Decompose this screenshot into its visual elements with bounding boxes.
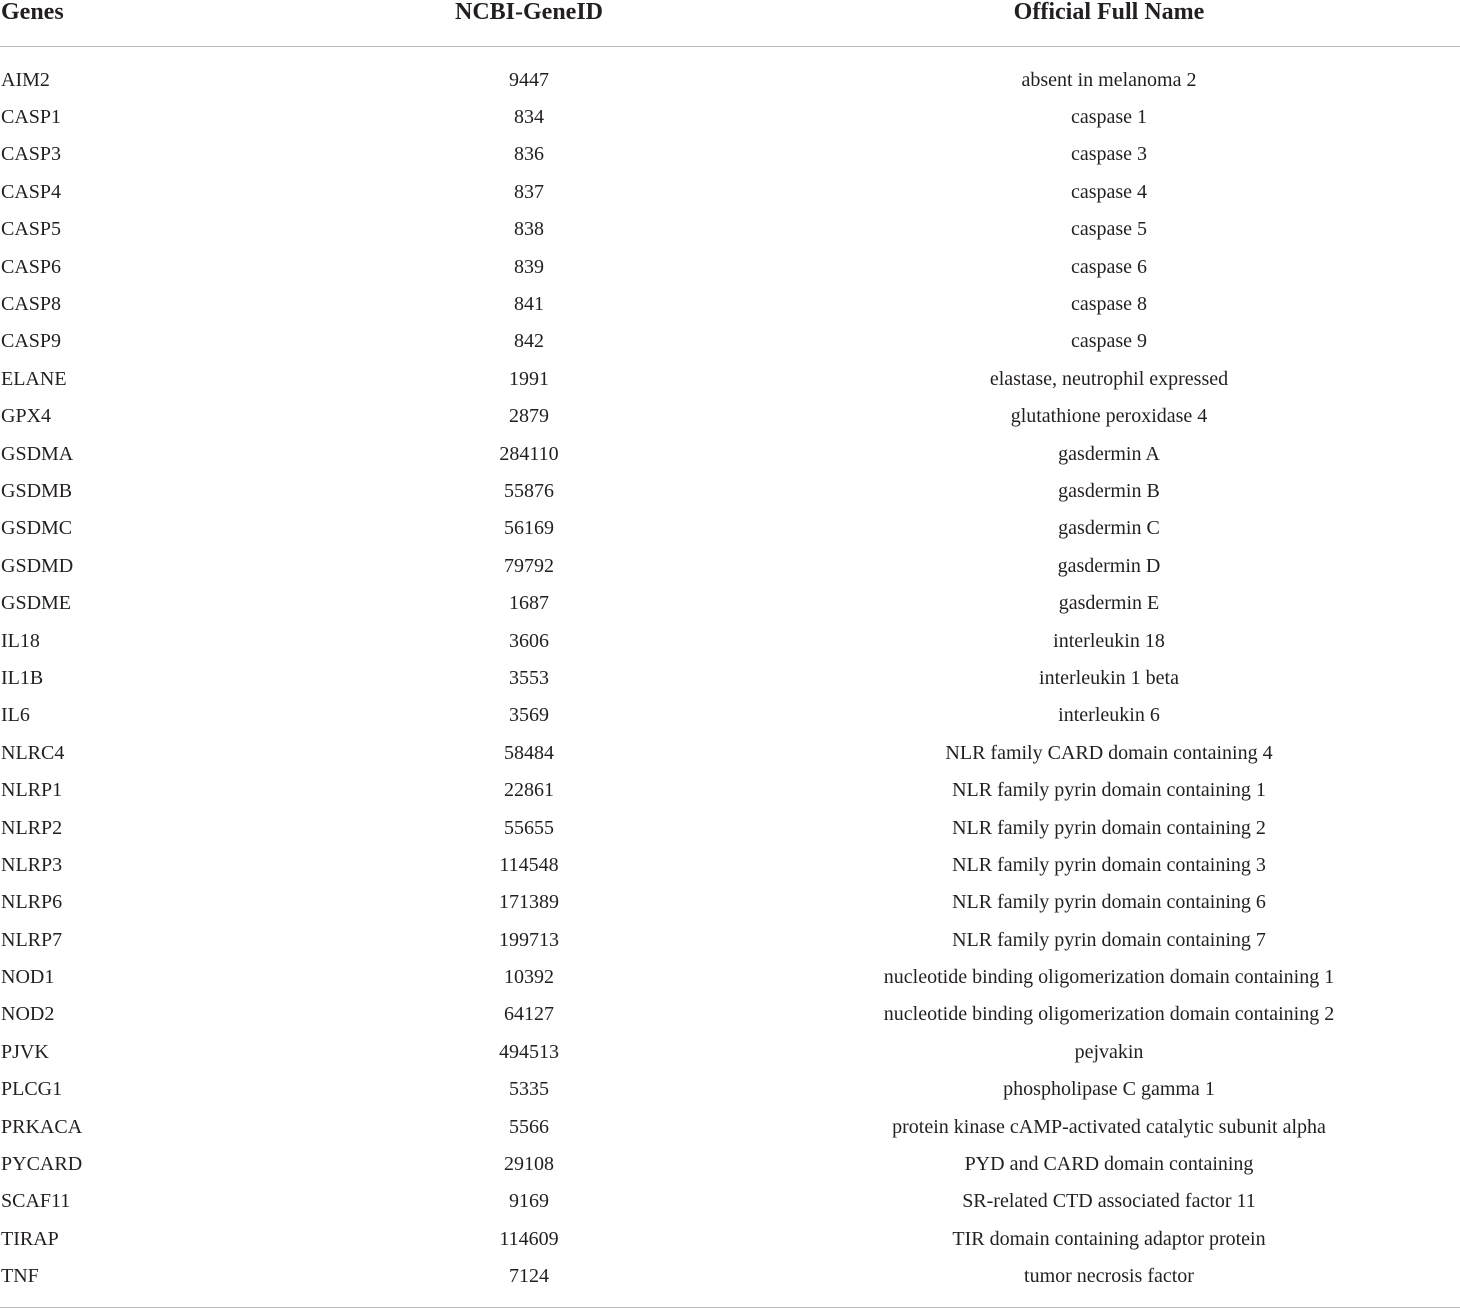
gene-symbol-cell: TIRAP [1, 1227, 59, 1250]
full-name-cell: nucleotide binding oligomerization domain containing 2 [883, 1003, 1335, 1026]
header-ncbi-gene-id: NCBI-GeneID [300, 0, 758, 47]
gene-symbol-cell: CASP3 [1, 143, 62, 166]
gene-id-cell: 58484 [504, 741, 554, 764]
full-name-cell: NLR family CARD domain containing 4 [945, 741, 1273, 764]
gene-symbol-cell: NLRP2 [1, 816, 63, 839]
gene-symbol-cell: NLRP3 [1, 853, 63, 876]
gene-symbol-cell: NOD1 [1, 966, 55, 989]
header-genes: Genes [0, 0, 300, 47]
table-row [0, 360, 1460, 397]
full-name-cell: elastase, neutrophil expressed [989, 367, 1229, 390]
gene-symbol-cell: ELANE [1, 367, 67, 390]
table-row [0, 1108, 1460, 1145]
full-name-cell: gasdermin E [1058, 592, 1160, 615]
gene-id-cell: 29108 [504, 1153, 554, 1176]
table-row [0, 1220, 1460, 1257]
table-row [0, 771, 1460, 808]
table-row [0, 472, 1460, 509]
gene-symbol-cell: GSDMD [1, 554, 74, 577]
table-header [0, 0, 1460, 47]
gene-id-cell: 79792 [504, 554, 554, 577]
full-name-cell: NLR family pyrin domain containing 1 [952, 779, 1266, 802]
gene-id-cell: 284110 [499, 442, 559, 465]
gene-symbol-cell: CASP5 [1, 218, 62, 241]
full-name-cell: pejvakin [1074, 1040, 1144, 1063]
gene-symbol-cell: CASP4 [1, 180, 62, 203]
table-bottom-rule [0, 1307, 1460, 1308]
gene-id-cell: 1991 [509, 367, 549, 390]
full-name-cell: gasdermin C [1058, 517, 1160, 540]
gene-id-cell: 3569 [509, 704, 549, 727]
table-row [0, 435, 1460, 472]
gene-symbol-cell: TNF [1, 1265, 39, 1288]
gene-id-cell: 3553 [509, 666, 549, 689]
table-row [0, 1183, 1460, 1220]
table-row [0, 884, 1460, 921]
gene-id-cell: 55655 [504, 816, 554, 839]
gene-symbol-cell: PYCARD [1, 1153, 83, 1176]
full-name-cell: interleukin 6 [1058, 704, 1160, 727]
full-name-cell: protein kinase cAMP-activated catalytic subunit alpha [892, 1115, 1326, 1138]
table-row [0, 136, 1460, 173]
full-name-cell: caspase 9 [1070, 330, 1148, 353]
gene-id-cell: 64127 [504, 1003, 554, 1026]
table-row [0, 809, 1460, 846]
gene-id-cell: 841 [514, 293, 544, 316]
table-row [0, 846, 1460, 883]
table-row [0, 323, 1460, 360]
gene-id-cell: 5566 [509, 1115, 549, 1138]
table-body [0, 47, 1460, 1309]
gene-symbol-cell: NOD2 [1, 1003, 55, 1026]
table-row [0, 510, 1460, 547]
table-row [0, 98, 1460, 135]
gene-id-cell: 839 [514, 255, 544, 278]
gene-symbol-cell: NLRP1 [1, 779, 63, 802]
gene-id-cell: 3606 [509, 629, 549, 652]
table-row [0, 734, 1460, 771]
gene-symbol-cell: GSDMC [1, 517, 73, 540]
full-name-cell: NLR family pyrin domain containing 3 [952, 853, 1266, 876]
table-row [0, 398, 1460, 435]
full-name-cell: caspase 6 [1070, 255, 1148, 278]
gene-symbol-cell: CASP8 [1, 293, 62, 316]
full-name-cell: NLR family pyrin domain containing 7 [952, 928, 1266, 951]
gene-id-cell: 834 [514, 106, 544, 129]
table-row [0, 996, 1460, 1033]
gene-id-cell: 2879 [509, 405, 549, 428]
table-row [0, 248, 1460, 285]
full-name-cell: SR-related CTD associated factor 11 [962, 1190, 1256, 1213]
full-name-cell: nucleotide binding oligomerization domain containing 1 [883, 966, 1335, 989]
gene-id-cell: 114548 [499, 853, 559, 876]
gene-symbol-cell: SCAF11 [1, 1190, 71, 1213]
gene-id-cell: 171389 [499, 891, 559, 914]
table-row [0, 1258, 1460, 1309]
full-name-cell: gasdermin D [1057, 554, 1161, 577]
full-name-cell: caspase 8 [1070, 293, 1148, 316]
full-name-cell: caspase 1 [1070, 106, 1148, 129]
table-row [0, 211, 1460, 248]
table-row [0, 47, 1460, 99]
gene-id-cell: 9169 [509, 1190, 549, 1213]
full-name-cell: TIR domain containing adaptor protein [952, 1227, 1266, 1250]
gene-id-cell: 55876 [504, 479, 554, 502]
gene-symbol-cell: PJVK [1, 1040, 49, 1063]
gene-symbol-cell: PRKACA [1, 1115, 83, 1138]
full-name-cell: caspase 3 [1070, 143, 1148, 166]
gene-symbol-cell: AIM2 [1, 68, 50, 91]
full-name-cell: glutathione peroxidase 4 [1010, 405, 1208, 428]
table-row [0, 958, 1460, 995]
gene-symbol-cell: CASP9 [1, 330, 62, 353]
gene-id-cell: 22861 [504, 779, 554, 802]
gene-id-cell: 494513 [499, 1040, 559, 1063]
full-name-cell: absent in melanoma 2 [1021, 68, 1197, 91]
full-name-cell: interleukin 18 [1053, 629, 1165, 652]
gene-id-cell: 199713 [499, 928, 559, 951]
table-row [0, 921, 1460, 958]
table-row [0, 659, 1460, 696]
gene-id-cell: 837 [514, 180, 544, 203]
gene-id-cell: 842 [514, 330, 544, 353]
full-name-cell: phospholipase C gamma 1 [1003, 1078, 1215, 1101]
gene-id-cell: 7124 [509, 1265, 549, 1288]
full-name-cell: NLR family pyrin domain containing 2 [952, 816, 1266, 839]
full-name-cell: interleukin 1 beta [1039, 666, 1179, 689]
gene-symbol-cell: GSDME [1, 592, 72, 615]
gene-symbol-cell: CASP1 [1, 106, 62, 129]
gene-id-cell: 836 [514, 143, 544, 166]
full-name-cell: gasdermin A [1058, 442, 1160, 465]
gene-symbol-cell: NLRP6 [1, 891, 63, 914]
table-row [0, 1033, 1460, 1070]
full-name-cell: caspase 4 [1070, 180, 1148, 203]
table-row [0, 584, 1460, 621]
gene-symbol-cell: NLRP7 [1, 928, 63, 951]
gene-id-cell: 838 [514, 218, 544, 241]
table-row [0, 285, 1460, 322]
gene-id-cell: 1687 [509, 592, 549, 615]
table-row [0, 1071, 1460, 1108]
full-name-cell: PYD and CARD domain containing [964, 1153, 1254, 1176]
gene-symbol-cell: IL6 [1, 704, 30, 727]
gene-symbol-cell: NLRC4 [1, 741, 65, 764]
full-name-cell: gasdermin B [1058, 479, 1160, 502]
gene-symbol-cell: IL1B [1, 666, 44, 689]
gene-id-cell: 10392 [504, 966, 554, 989]
gene-symbol-cell: IL18 [1, 629, 40, 652]
table-row [0, 547, 1460, 584]
header-official-full-name: Official Full Name [758, 0, 1460, 47]
full-name-cell: caspase 5 [1070, 218, 1148, 241]
gene-symbol-cell: GPX4 [1, 405, 52, 428]
gene-symbol-cell: GSDMB [1, 479, 73, 502]
gene-symbol-cell: CASP6 [1, 255, 62, 278]
table-row [0, 697, 1460, 734]
full-name-cell: tumor necrosis factor [1024, 1265, 1194, 1288]
full-name-cell: NLR family pyrin domain containing 6 [952, 891, 1266, 914]
gene-id-cell: 9447 [509, 68, 549, 91]
gene-id-cell: 5335 [509, 1078, 549, 1101]
header-row [0, 0, 1460, 47]
gene-symbol-cell: PLCG1 [1, 1078, 63, 1101]
table-row [0, 1145, 1460, 1182]
gene-symbol-cell: GSDMA [1, 442, 74, 465]
gene-id-cell: 56169 [504, 517, 554, 540]
table-row [0, 173, 1460, 210]
table-row [0, 622, 1460, 659]
gene-id-cell: 114609 [499, 1227, 559, 1250]
